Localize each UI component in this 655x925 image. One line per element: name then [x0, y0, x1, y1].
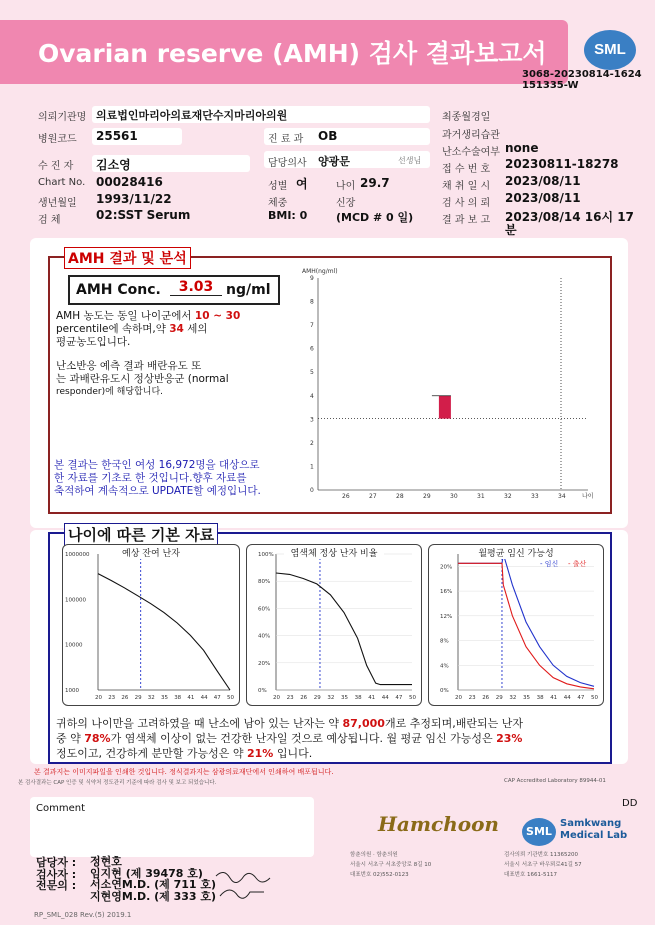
- basic-legend: 나이에 따른 기본 자료: [64, 523, 218, 546]
- staff-value-3: 서소연M.D. (제 711 호): [90, 878, 217, 891]
- hospital-code-label: 병원코드: [38, 134, 77, 145]
- amh-paragraph-3: [54, 459, 294, 498]
- chart-title: 예상 잔여 난자: [122, 549, 180, 559]
- x-tick: 23: [468, 695, 476, 701]
- sml-name-2: Medical Lab: [560, 830, 628, 841]
- amh-y-tick: 6: [310, 345, 314, 353]
- amh-x-tick: 34: [558, 493, 566, 500]
- amh-y-tick: 3: [310, 416, 314, 424]
- x-tick: 32: [509, 695, 517, 701]
- hamchoon-line2: 서울시 서초구 서초중앙로 8길 10: [350, 862, 432, 868]
- chart-label: Chart No.: [38, 177, 86, 188]
- amh-paragraph-1: [56, 310, 292, 349]
- y-tick: 0%: [440, 688, 449, 694]
- patient-label: 수 진 자: [38, 161, 74, 172]
- dob-value: 1993/11/22: [96, 192, 172, 206]
- staff-label-3: 전문의 :: [36, 879, 77, 892]
- hyperstim-label: 난소수술여부: [442, 147, 500, 158]
- staff-value-1: 정현호: [90, 855, 122, 868]
- report-value: 2023/08/14 16시 17: [505, 210, 634, 224]
- amh-result-bar: [439, 396, 451, 419]
- height-label: 신장: [336, 198, 356, 209]
- y-tick: 20%: [258, 660, 271, 667]
- legend-entry: - 출산: [568, 560, 587, 568]
- s3-birth: 21%: [247, 747, 274, 760]
- amh-y-label: AMH(ng/ml): [302, 268, 338, 275]
- specimen-value: 02:SST Serum: [96, 208, 191, 222]
- s2-a: 중 약: [56, 732, 85, 745]
- y-tick: 80%: [258, 579, 271, 586]
- s3-a: 정도이고, 건강하게 분만할 가능성은 약: [56, 747, 247, 760]
- series-line: [458, 554, 594, 686]
- amh-x-tick: 33: [531, 493, 539, 500]
- test-label: 검 사 의 뢰: [442, 198, 491, 209]
- y-tick: 10000: [65, 642, 83, 649]
- doctor-value: 양광문: [318, 155, 350, 168]
- p3-c: 축적하여 계속적으로 UPDATE할 예정입니다.: [54, 485, 261, 497]
- x-tick: 23: [108, 695, 116, 701]
- receipt-label: 접 수 번 호: [442, 164, 491, 175]
- basic-summary: [56, 716, 604, 761]
- hamchoon-name: Hamchoon: [378, 812, 499, 836]
- p1-f: 평균농도입니다.: [56, 336, 131, 348]
- doctor-suffix: 선생님: [398, 156, 422, 165]
- x-tick: 20: [273, 695, 280, 701]
- sml-line2: 서울시 서초구 바우뫼로41길 57: [504, 862, 582, 868]
- legend-entry: - 임신: [540, 560, 559, 568]
- sml-name: [560, 818, 627, 842]
- hamchoon-info: [350, 850, 431, 880]
- chart-title: 월평균 임신 가능성: [478, 549, 554, 559]
- y-tick: 1000000: [65, 552, 90, 558]
- amh-y-tick: 5: [310, 369, 314, 377]
- x-tick: 29: [495, 695, 503, 701]
- receipt-value: 20230811-18278: [505, 157, 619, 171]
- amh-conc-value: 3.03: [170, 279, 222, 296]
- normal-chromosome-chart: [246, 544, 422, 706]
- x-tick: 50: [409, 695, 416, 701]
- x-tick: 26: [482, 695, 490, 701]
- report-value-2: 분: [505, 223, 517, 237]
- amh-y-tick: 4: [310, 392, 314, 400]
- remaining-eggs-chart: [62, 544, 240, 706]
- last-menses-label: 최종월경일: [442, 112, 491, 123]
- x-tick: 38: [536, 695, 544, 701]
- x-tick: 50: [227, 695, 234, 701]
- y-tick: 20%: [440, 564, 453, 571]
- amh-x-tick: 30: [450, 493, 458, 500]
- age-value: 29.7: [360, 176, 390, 190]
- form-code: RP_SML_028 Rev.(5) 2019.1: [34, 911, 132, 919]
- p3-b: 한 자료를 기초로 한 것입니다.향후 자료를: [54, 472, 247, 484]
- x-tick: 44: [563, 695, 571, 701]
- hamchoon-line1: 함춘의원 · 함춘의원: [350, 852, 398, 858]
- report-id-line2: 151335-W: [522, 80, 579, 91]
- p1-percentile: 10 ~ 30: [194, 310, 241, 322]
- chart-value: 00028416: [96, 175, 163, 189]
- dept-label: 진 료 과: [268, 134, 304, 145]
- amh-x-tick: 29: [423, 493, 431, 500]
- p2-a: 난소반응 예측 결과 배란유도 또: [56, 360, 202, 372]
- x-tick: 38: [354, 695, 362, 701]
- series-line: [276, 573, 412, 685]
- x-tick: 32: [327, 695, 335, 701]
- x-tick: 41: [187, 695, 195, 701]
- staff-value-2: 임지현 (제 39478 호): [90, 867, 203, 880]
- s2-c: 가 염색체 이상이 없는 건강한 난자일 것으로 예상됩니다. 월 평균 임신 가능성은: [110, 732, 497, 745]
- sml-info: [504, 850, 582, 880]
- amh-y-tick: 1: [310, 463, 314, 471]
- series-line: [458, 563, 594, 689]
- sex-value: 여: [296, 177, 308, 191]
- x-tick: 32: [147, 695, 155, 701]
- hamchoon-logo: [378, 812, 499, 836]
- staff-label-1: 담당자 :: [36, 856, 77, 869]
- dd-mark: DD: [622, 798, 638, 809]
- specimen-label: 검 체: [38, 215, 61, 226]
- x-tick: 20: [455, 695, 462, 701]
- x-tick: 44: [381, 695, 389, 701]
- s1-a: 귀하의 나이만을 고려하였을 때 난소에 남아 있는 난자는 약: [56, 717, 343, 730]
- s2-pregnancy: 23%: [496, 732, 523, 745]
- s1-c: 개로 추정되며,배란되는 난자: [384, 717, 523, 730]
- chart-title: 염색체 정상 난자 비율: [290, 549, 378, 559]
- sex-label: 성별: [268, 181, 288, 192]
- amh-x-tick: 28: [396, 493, 404, 500]
- comment-label: Comment: [36, 803, 85, 814]
- y-tick: 8%: [440, 638, 449, 645]
- x-tick: 41: [368, 695, 376, 701]
- p1-a: AMH 농도는 동일 나이군에서: [56, 310, 195, 322]
- hamchoon-line3: 대표번호 02)552-0123: [350, 872, 409, 878]
- collect-value: 2023/08/11: [505, 174, 581, 188]
- bmi-value: BMI: 0: [268, 209, 308, 222]
- p1-e: 세의: [183, 323, 208, 335]
- report-title: Ovarian reserve (AMH) 검사 결과보고서: [38, 39, 547, 68]
- p3-a: 본 결과는 한국인 여성 16,972명을 대상으로: [54, 459, 260, 471]
- amh-x-tick: 32: [504, 493, 512, 500]
- hospital-code-value: 25561: [96, 129, 138, 143]
- y-tick: 1000: [65, 688, 79, 694]
- x-tick: 47: [577, 695, 585, 701]
- amh-y-tick: 2: [310, 439, 314, 447]
- collect-label: 채 취 일 시: [442, 181, 491, 192]
- amh-paragraph-2: [56, 360, 292, 399]
- amh-y-tick: 0: [310, 487, 314, 494]
- x-tick: 35: [161, 695, 168, 701]
- s1-eggs: 87,000: [342, 717, 385, 730]
- sml-logo: SML: [584, 30, 636, 70]
- doctor-label: 담당의사: [268, 158, 307, 169]
- x-tick: 35: [341, 695, 348, 701]
- sml-footer-logo: SML: [522, 818, 556, 846]
- x-tick: 29: [313, 695, 321, 701]
- dob-label: 생년월일: [38, 198, 77, 209]
- amh-y-tick: 7: [310, 322, 314, 330]
- staff-label-2: 검사자 :: [36, 868, 77, 881]
- sml-line1: 검사의뢰 기관번호 11365200: [504, 852, 578, 858]
- x-tick: 29: [134, 695, 142, 701]
- cap-accreditation: CAP Accredited Laboratory 89944-01: [504, 778, 606, 784]
- x-tick: 20: [95, 695, 102, 701]
- hyperstim-value: none: [505, 141, 539, 155]
- amh-x-label: 나이: [582, 493, 594, 500]
- institution-value: 의료법인마리아의료재단수지마리아의원: [96, 109, 288, 122]
- series-line: [98, 574, 230, 690]
- y-tick: 100%: [258, 552, 274, 558]
- x-tick: 38: [174, 695, 182, 701]
- report-id: [522, 69, 642, 91]
- y-tick: 4%: [440, 663, 449, 670]
- p1-c: percentile에 속하며,약: [56, 323, 170, 335]
- patient-value: 김소영: [96, 158, 131, 172]
- report-id-line1: 3068-20230814-1624: [522, 69, 642, 80]
- test-value: 2023/08/11: [505, 191, 581, 205]
- signature-image: [214, 866, 274, 902]
- p2-c: responder)에 해당합니다.: [56, 387, 163, 397]
- dept-value: OB: [318, 129, 338, 143]
- amh-y-tick: 9: [310, 275, 314, 282]
- report-label: 결 과 보 고: [442, 215, 491, 226]
- amh-x-tick: 27: [369, 493, 377, 500]
- x-tick: 35: [523, 695, 530, 701]
- y-tick: 40%: [258, 633, 271, 640]
- p2-b: 는 과배란유도시 정상반응군 (normal: [56, 373, 229, 385]
- amh-chart: [298, 264, 602, 502]
- amh-conc-unit: ng/ml: [226, 282, 271, 298]
- amh-legend: AMH 결과 및 분석: [64, 247, 191, 269]
- mcd-value: (MCD # 0 일): [336, 211, 414, 224]
- x-tick: 47: [213, 695, 221, 701]
- x-tick: 47: [395, 695, 403, 701]
- x-tick: 50: [591, 695, 598, 701]
- staff-value-4: 지현영M.D. (제 333 호): [90, 890, 217, 903]
- institution-label: 의뢰기관명: [38, 112, 87, 123]
- s3-c: 입니다.: [273, 747, 313, 760]
- history-label: 과거생리습관: [442, 130, 500, 141]
- footer-note-2: 본 검사결과는 CAP 인증 및 식약처 정도관리 기준에 따라 검사 및 보고 되었습니다.: [18, 780, 217, 786]
- y-tick: 16%: [440, 589, 453, 596]
- amh-x-tick: 26: [342, 493, 350, 500]
- amh-y-tick: 8: [310, 298, 314, 306]
- x-tick: 44: [200, 695, 208, 701]
- x-tick: 26: [121, 695, 129, 701]
- y-tick: 100000: [65, 597, 86, 604]
- sml-line3: 대표번호 1661-5117: [504, 872, 557, 878]
- pregnancy-chance-chart: [428, 544, 604, 706]
- amh-conc-label: AMH Conc.: [76, 282, 161, 298]
- p1-age: 34: [169, 323, 184, 335]
- age-label: 나이: [336, 181, 356, 192]
- y-tick: 60%: [258, 606, 271, 613]
- x-tick: 41: [550, 695, 558, 701]
- amh-x-tick: 31: [477, 493, 485, 500]
- y-tick: 0%: [258, 688, 267, 694]
- s2-normal: 78%: [84, 732, 111, 745]
- y-tick: 12%: [440, 613, 453, 620]
- x-tick: 26: [300, 695, 308, 701]
- sml-name-1: Samkwang: [560, 818, 622, 829]
- x-tick: 23: [286, 695, 294, 701]
- footer-note-1: 본 결과지는 이미지파일을 인쇄한 것입니다. 정식결과지는 삼광의료재단에서 인쇄하여 배포됩니다.: [34, 768, 334, 776]
- weight-label: 체중: [268, 198, 288, 209]
